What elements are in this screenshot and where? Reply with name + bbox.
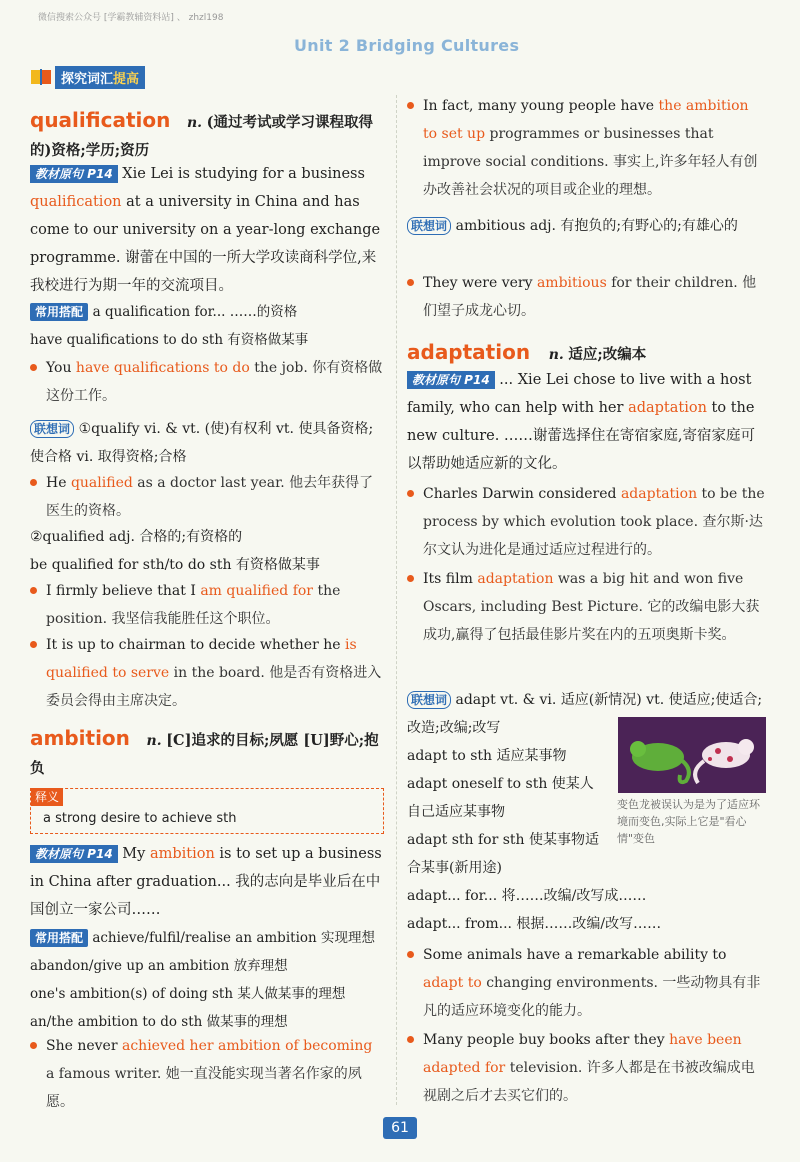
source-sentence: 教材原句 P14 Xie Lei is studying for a business qualification at a university in China and has come to our university on a year-long exchange programme. 谢蕾在中国的一所大学攻读商科学位,来我校进行为期一年的交流项目。 <box>30 166 381 294</box>
unit-title: Unit 2 Bridging Cultures <box>294 36 520 55</box>
associate: 联想词 ambitious adj. 有抱负的;有野心的;有雄心的 <box>407 212 765 240</box>
entry-qualification: qualification n. (通过考试或学习课程取得的)资格;学历;资历 <box>30 108 373 159</box>
collocation-label: 常用搭配 <box>30 303 88 321</box>
source-label: 教材原句 P14 <box>30 165 118 183</box>
associate-phrases-2: adapt... for... 将……改编/改写成…… adapt... from... 根据……改编/改写…… <box>407 888 662 932</box>
chameleon-image <box>618 717 766 793</box>
column-divider <box>396 95 397 1105</box>
headword: ambition <box>30 726 130 750</box>
section-tag: 探究词汇提高 <box>55 66 145 89</box>
associate-label: 联想词 <box>30 420 74 438</box>
source-sentence: 教材原句 P14 My ambition is to set up a business in China after graduation... 我的志向是毕业后在中国创立一家公司…… <box>30 846 382 918</box>
associate-2: ②qualified adj. 合格的;有资格的 be qualified for sth/to do sth 有资格做某事 <box>30 529 320 573</box>
book-icon <box>30 68 52 86</box>
page-number: 61 <box>383 1117 417 1139</box>
source-sentence: 教材原句 P14 ... Xie Lei chose to live with a host family, who can help with her adaptation to the new culture. ……谢蕾选择住在寄宿家庭,寄宿家庭可以帮助她适应新的文化。 <box>407 372 756 472</box>
image-caption: 变色龙被误认为是为了适应环境而变色,实际上它是"看心情"变色 <box>617 798 760 845</box>
definition-box: 释义 a strong desire to achieve sth <box>30 788 384 834</box>
top-bar-text: 微信搜索公众号 [学霸教辅资料站] 、 zhzl198 <box>38 13 224 23</box>
headword: adaptation <box>407 340 531 364</box>
collocation: 常用搭配 achieve/fulfil/realise an ambition 实现理想 abandon/give up an ambition 放弃理想 one's ambition(s) of doing sth 某人做某事的理想 an/the ambition to do sth 做某事的理想 <box>30 930 376 1030</box>
associate: 联想词 ①qualify vi. & vt. (使)有权利 vt. 使具备资格;使合格 vi. 取得资格;合格 <box>30 421 374 465</box>
associate-phrases: adapt to sth 适应某事物 adapt oneself to sth 使某人自己适应某事物 adapt sth for sth 使某事物适合某事(新用途) <box>407 748 600 876</box>
definition-label: 释义 <box>31 788 63 806</box>
headword: qualification <box>30 108 171 132</box>
associate: 联想词 adapt vt. & vi. 适应(新情况) vt. 使适应;使适合;改造;改编;改写 <box>407 692 763 736</box>
entry-ambition: ambition n. [C]追求的目标;夙愿 [U]野心;抱负 <box>30 726 379 777</box>
collocation: 常用搭配 a qualification for... ……的资格 have qualifications to do sth 有资格做某事 <box>30 304 309 348</box>
entry-adaptation: adaptation n. 适应;改编本 <box>407 340 647 364</box>
